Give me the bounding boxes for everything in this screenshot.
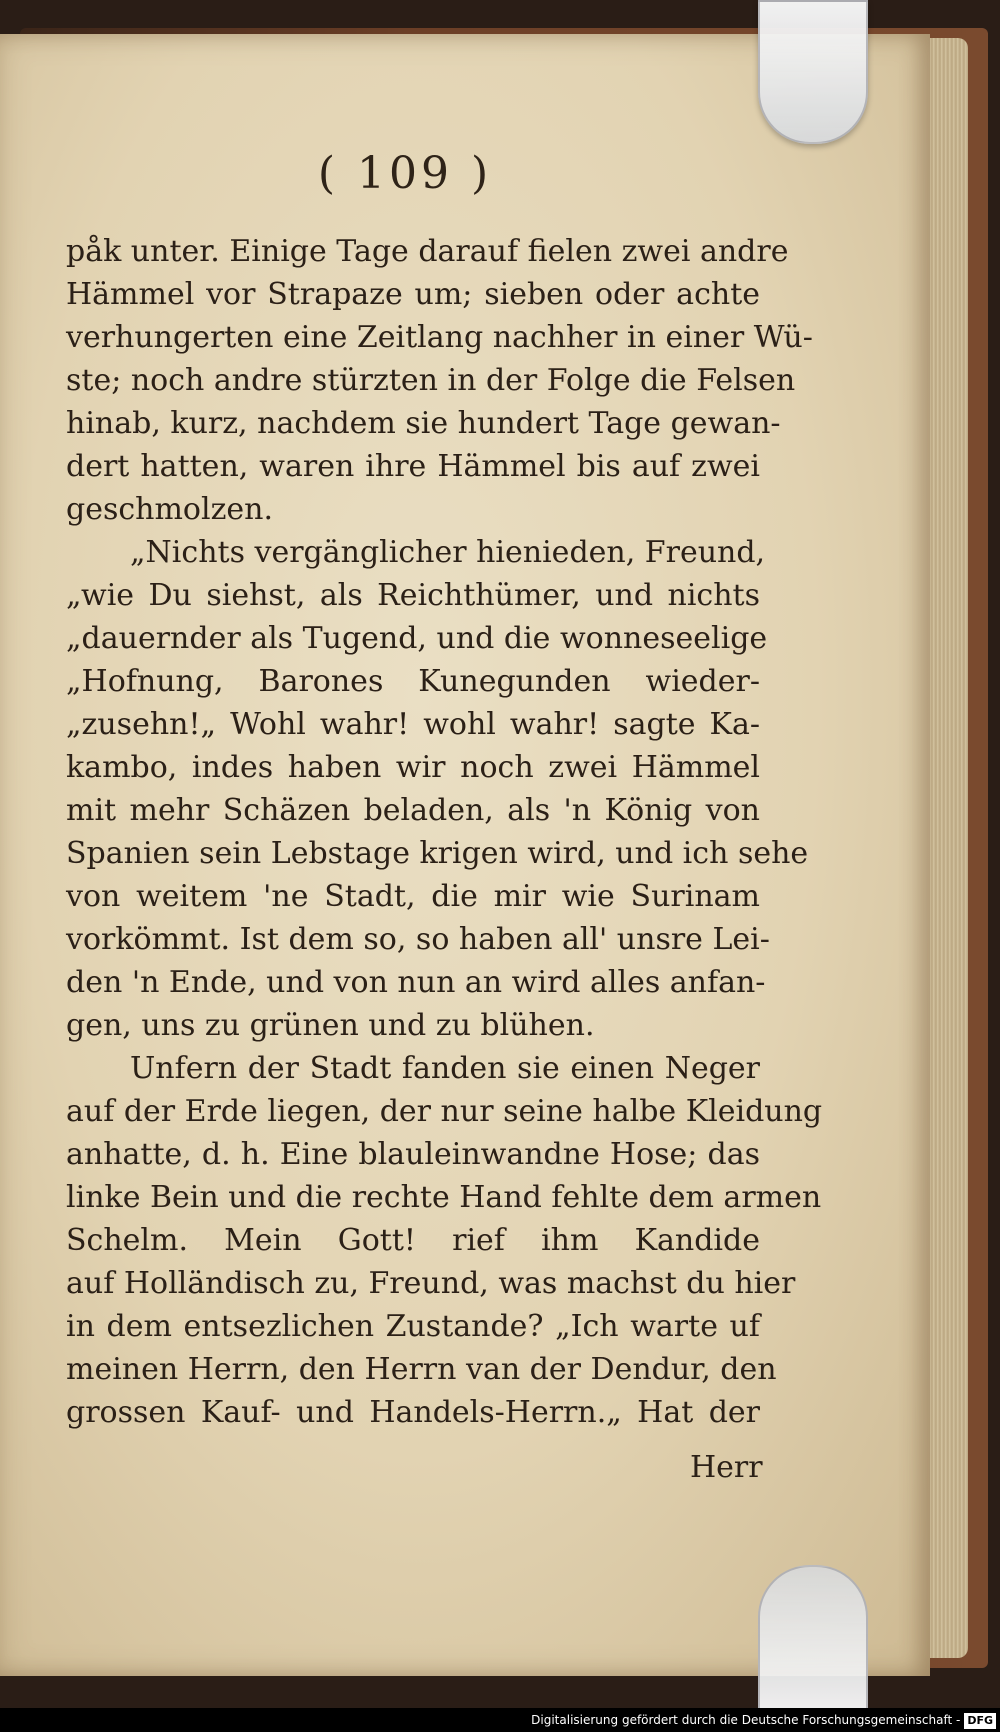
text-line: auf der Erde liegen, der nur seine halbe Kleidung [66,1094,823,1129]
text-line: verhungerten eine Zeitlang nachher in einer Wü- [66,320,813,355]
catchword: Herr [690,1450,763,1485]
text-line: in dem entsezlichen Zustande? „Ich warte uf [66,1309,760,1344]
page-clip-top [758,0,868,144]
text-line: gen, uns zu grünen und zu blühen. [66,1008,595,1043]
dfg-logo: DFG [964,1713,996,1729]
text-line: „wie Du siehst, als Reichthümer, und nichts [66,578,760,613]
text-line: vorkömmt. Ist dem so, so haben all' unsre Lei- [66,922,770,957]
text-line: påk unter. Einige Tage darauf fielen zwei andre [66,234,789,269]
text-line: Schelm. Mein Gott! rief ihm Kandide [66,1223,760,1258]
text-line: geschmolzen. [66,492,273,527]
digitization-footer [0,1708,1000,1732]
text-line: „zusehn!„ Wohl wahr! wohl wahr! sagte Ka- [66,707,760,742]
text-line: Unfern der Stadt fanden sie einen Neger [130,1051,760,1086]
text-line: auf Holländisch zu, Freund, was machst du hier [66,1266,796,1301]
text-line: anhatte, d. h. Eine blauleinwandne Hose; das [66,1137,760,1172]
page-number-header: ( 109 ) [317,148,493,199]
text-line: meinen Herrn, den Herrn van der Dendur, den [66,1352,777,1387]
page-clip-bottom [758,1565,868,1719]
text-line: „dauernder als Tugend, und die wonneseelige [66,621,768,656]
text-line: ste; noch andre stürzten in der Folge die Felsen [66,363,796,398]
text-line: Hämmel vor Strapaze um; sieben oder achte [66,277,760,312]
footer-credit: Digitalisierung gefördert durch die Deutsche Forschungsgemeinschaft - [531,1713,961,1727]
text-line: „Nichts vergänglicher hienieden, Freund, [130,535,766,570]
text-line: dert hatten, waren ihre Hämmel bis auf zwei [66,449,760,484]
text-line: Spanien sein Lebstage krigen wird, und ich sehe [66,836,809,871]
text-line: mit mehr Schäzen beladen, als 'n König von [66,793,760,828]
text-line: hinab, kurz, nachdem sie hundert Tage gewan- [66,406,781,441]
text-line: von weitem 'ne Stadt, die mir wie Surinam [66,879,760,914]
text-line: kambo, indes haben wir noch zwei Hämmel [66,750,760,785]
body-text [66,230,823,1434]
text-line: grossen Kauf- und Handels-Herrn.„ Hat der [66,1395,760,1430]
text-line: den 'n Ende, und von nun an wird alles anfan- [66,965,766,1000]
text-line: „Hofnung, Barones Kunegunden wieder- [66,664,760,699]
text-line: linke Bein und die rechte Hand fehlte dem armen [66,1180,822,1215]
